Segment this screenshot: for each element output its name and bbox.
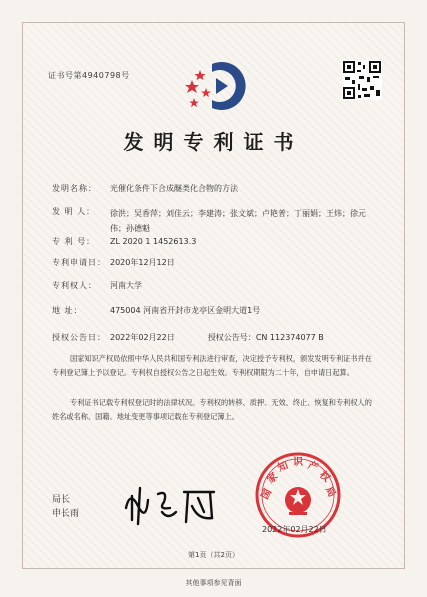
footer-note: 其他事项参见背面 xyxy=(185,579,242,587)
page-number: 第1页（共2页） xyxy=(188,551,239,559)
field-inventors xyxy=(52,206,380,236)
field-label: 专利申请日： xyxy=(52,258,106,267)
svg-text:识: 识 xyxy=(293,457,303,468)
field-label: 授权公告日： xyxy=(52,333,106,342)
field-value: 河南大学 xyxy=(110,281,142,290)
qr-code-icon xyxy=(342,60,382,100)
svg-text:产: 产 xyxy=(306,459,320,474)
field-address xyxy=(52,305,260,316)
notice-paragraph: 国家知识产权局依照中华人民共和国专利法进行审查，决定授予专利权，颁发发明专利证书并在专利登记簿上予以登记。专利权自授权公告之日起生效。专利权期限为二十年，自申请日起算。 xyxy=(52,354,372,377)
director-name: 申长雨 xyxy=(52,509,80,519)
field-value: 2020年12月12日 xyxy=(110,258,175,267)
field-value: ZL 2020 1 1452613.3 xyxy=(110,237,197,246)
field-value: 徐洪；吴香萍；刘佳云；李建涛；张文斌；卢艳普；丁丽娟；王炜；徐元伟；孙德魁 xyxy=(110,209,366,233)
field-value: 2022年02月22日 xyxy=(110,333,175,342)
field-value: CN 112374077 B xyxy=(255,333,324,342)
seal-date: 2022年02月22日 xyxy=(262,525,327,534)
field-label: 专利权人： xyxy=(52,281,97,290)
director-title: 局长 xyxy=(52,495,71,505)
field-value: 475004 河南省开封市龙亭区金明大道1号 xyxy=(110,306,261,315)
field-label: 授权公告号： xyxy=(207,333,256,342)
field-label: 专 利 号： xyxy=(52,237,96,246)
svg-text:国: 国 xyxy=(259,487,275,502)
field-patent-number xyxy=(52,236,196,247)
svg-text:家: 家 xyxy=(265,471,281,486)
notice-paragraph: 专利证书记载专利权登记时的法律状况。专利权的转移、质押、无效、终止、恢复和专利权人的姓名或名称、国籍、地址变更等事项记载在专利登记簿上。 xyxy=(52,398,372,421)
page-title: 发明专利证书 xyxy=(123,130,304,154)
cnipa-logo-icon xyxy=(182,58,248,114)
field-label: 发 明 人： xyxy=(52,207,96,216)
svg-text:局: 局 xyxy=(322,485,338,500)
director-signature xyxy=(118,478,228,528)
field-grant-date xyxy=(52,332,324,343)
field-patentee xyxy=(52,280,142,291)
svg-text:权: 权 xyxy=(317,469,332,485)
field-label: 地 址： xyxy=(52,306,83,315)
certificate-number: 证书号第4940798号 xyxy=(48,71,130,80)
field-label: 发明名称： xyxy=(52,184,97,193)
field-invention-name xyxy=(52,183,238,194)
field-value: 光催化条件下合成醚类化合物的方法 xyxy=(110,184,238,193)
svg-text:知: 知 xyxy=(276,460,290,475)
field-application-date xyxy=(52,257,175,268)
